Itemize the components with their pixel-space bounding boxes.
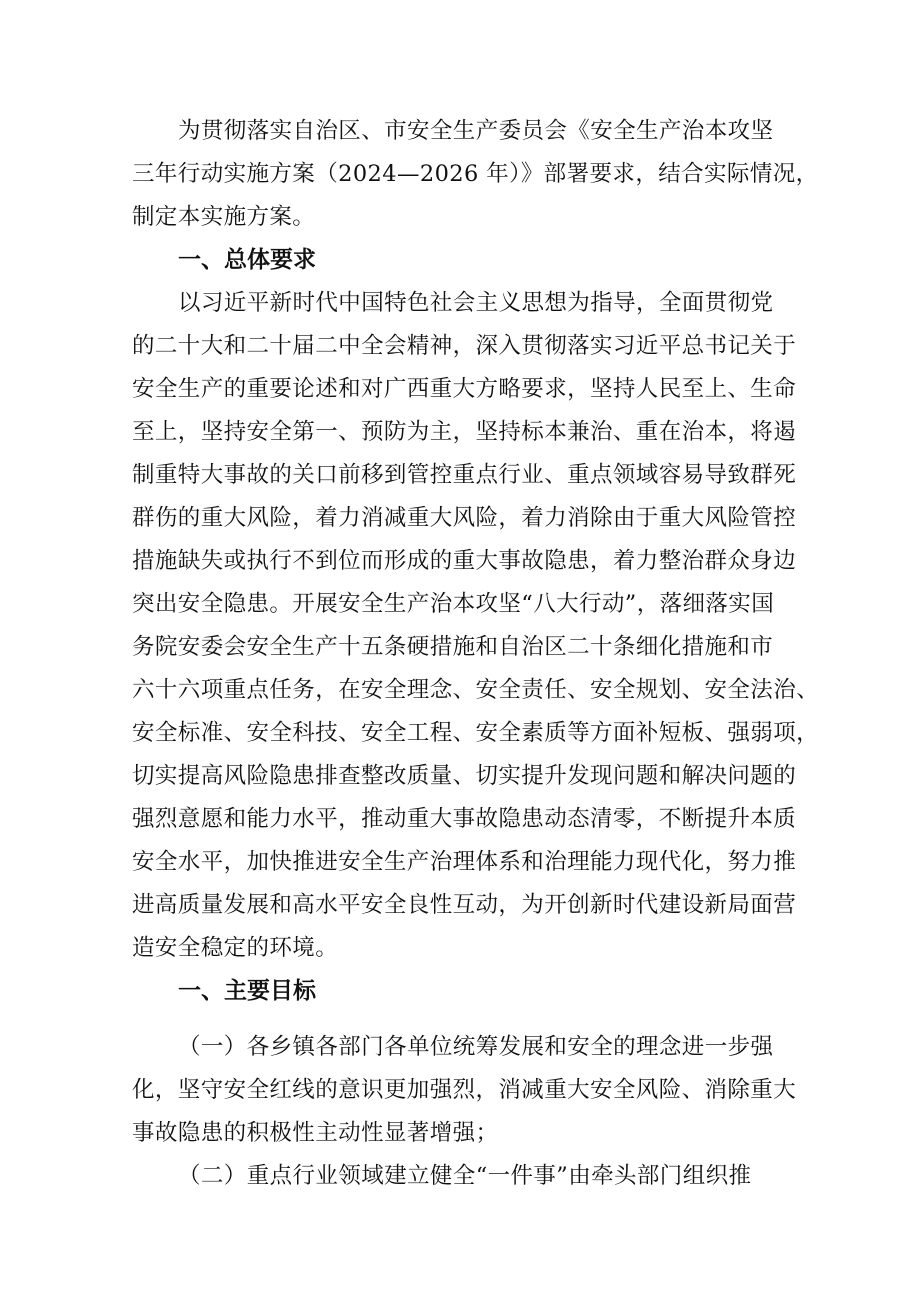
intro-line-3: 制定本实施方案。 (132, 204, 316, 230)
body-line: 措施缺失或执行不到位而形成的重大事故隐患，着力整治群众身边 (132, 548, 797, 574)
body-line: 以习近平新时代中国特色社会主义思想为指导，全面贯彻党 (178, 290, 774, 316)
body-line: 群伤的重大风险，着力消减重大风险，着力消除由于重大风险管控 (132, 505, 797, 531)
body-line: 六十六项重点任务，在安全理念、安全责任、安全规划、安全法治、 (132, 677, 820, 703)
body-line: 制重特大事故的关口前移到管控重点行业、重点领域容易导致群死 (132, 462, 797, 488)
body-line: 安全水平，加快推进安全生产治理体系和治理能力现代化，努力推 (132, 849, 797, 875)
objective-item-1-line: （一）各乡镇各部门各单位统筹发展和安全的理念进一步强 (178, 1034, 774, 1060)
body-line: 突出安全隐患。开展安全生产治本攻坚“八大行动”，落细落实国 (132, 591, 775, 617)
body-line: 造安全稳定的环境。 (132, 935, 339, 961)
body-line: 进高质量发展和高水平安全良性互动，为开创新时代建设新局面营 (132, 892, 797, 918)
body-line: 安全标准、安全科技、安全工程、安全素质等方面补短板、强弱项， (132, 720, 820, 746)
body-line: 至上，坚持安全第一、预防为主，坚持标本兼治、重在治本，将遏 (132, 419, 797, 445)
body-line: 切实提高风险隐患排查整改质量、切实提升发现问题和解决问题的 (132, 763, 797, 789)
body-line: 务院安委会安全生产十五条硬措施和自治区二十条细化措施和市 (132, 634, 774, 660)
section-heading-main-objectives: 一、主要目标 (178, 978, 316, 1004)
body-line: 强烈意愿和能力水平，推动重大事故隐患动态清零，不断提升本质 (132, 806, 797, 832)
objective-item-1-line: 事故隐患的积极性主动性显著增强； (132, 1120, 499, 1146)
body-line: 安全生产的重要论述和对广西重大方略要求，坚持人民至上、生命 (132, 376, 797, 402)
body-line: 的二十大和二十届二中全会精神，深入贯彻落实习近平总书记关于 (132, 333, 797, 359)
section-heading-general-requirements: 一、总体要求 (178, 247, 316, 273)
objective-item-2-line: （二）重点行业领域建立健全“一件事”由牵头部门组织推 (178, 1163, 752, 1189)
objective-item-1-line: 化，坚守安全红线的意识更加强烈，消减重大安全风险、消除重大 (132, 1077, 797, 1103)
intro-line-2: 三年行动实施方案（2024—2026 年）》部署要求，结合实际情况， (132, 161, 819, 187)
intro-line-1: 为贯彻落实自治区、市安全生产委员会《安全生产治本攻坚 (178, 118, 774, 144)
